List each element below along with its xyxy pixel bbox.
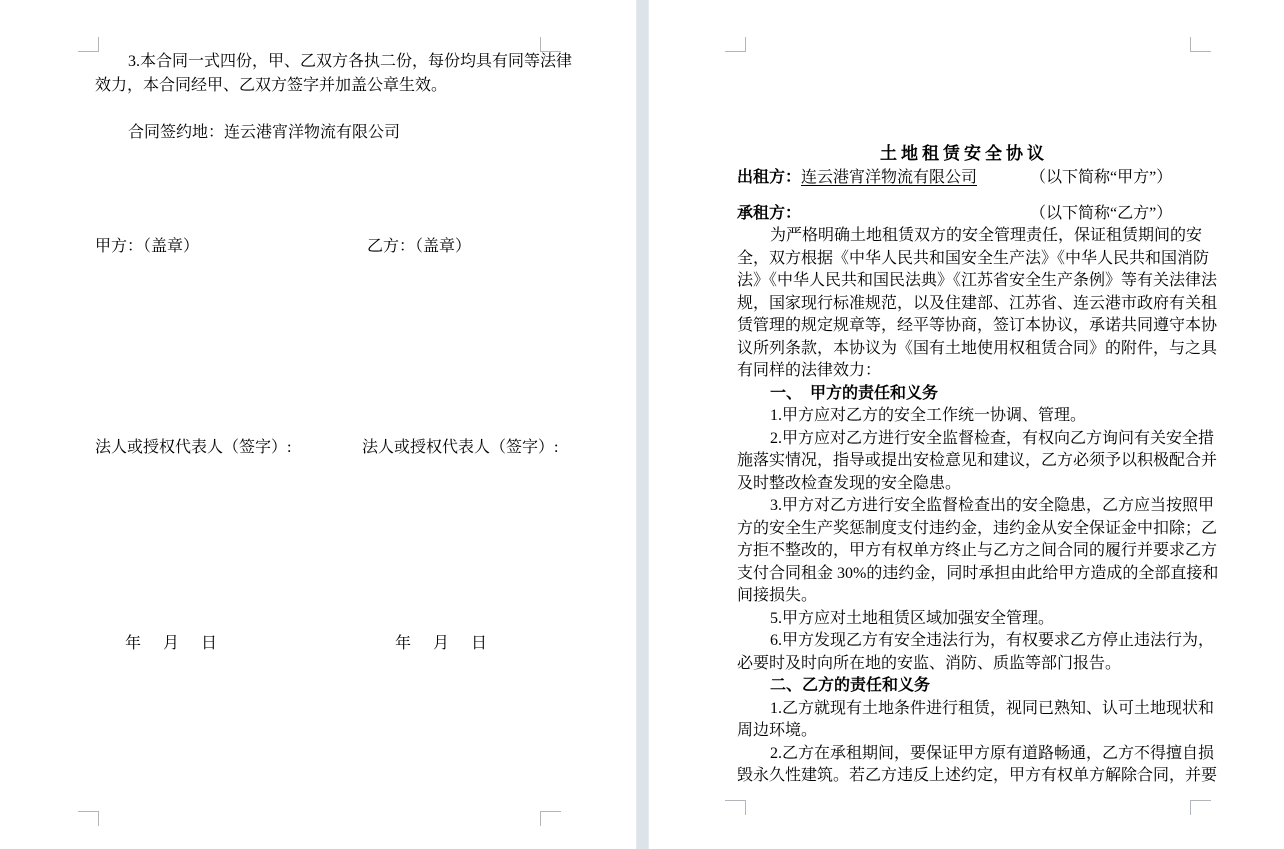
text-line: 合同签约地：连云港宵洋物流有限公司 [128, 123, 401, 141]
party-b-seal-label: 乙方：（盖章） [367, 238, 472, 255]
agreement-body [737, 225, 1219, 788]
text-line: 一、 甲方的责任和义务 [770, 384, 939, 402]
lessor-alias-note: （以下简称“甲方”） [1030, 169, 1173, 186]
lessor-line [737, 167, 1277, 189]
page-1[interactable] [0, 0, 636, 849]
text-line [95, 97, 565, 121]
text-line: 5.甲方应对土地租赁区域加强安全管理。 [770, 609, 1055, 627]
text-line: 赁管理的规定规章等，经平等协商，签订本协议，承诺共同遵守本协 [737, 317, 1218, 334]
agreement-title: 土地租赁安全协议 [880, 144, 1048, 163]
crop-mark-bottom-left [78, 811, 99, 826]
text-line: 效力，本合同经甲、乙双方签字并加盖公章生效。 [95, 76, 448, 94]
closing-clause-paragraph [95, 50, 573, 144]
page-gap-divider [636, 0, 649, 849]
text-line: 6.甲方发现乙方有安全违法行为，有权要求乙方停止违法行为， [770, 632, 1215, 649]
text-line: 周边环境。 [737, 722, 818, 739]
crop-mark-bottom-right [1190, 800, 1211, 815]
text-line: 二、乙方的责任和义务 [770, 677, 931, 694]
text-line: 1.乙方就现有土地条件进行租赁，视同已熟知、认可土地现状和 [770, 699, 1215, 717]
party-a-date-line: 年 月 日 [125, 635, 221, 652]
text-line: 3.本合同一式四份，甲、乙双方各执二份，每份均具有同等法律 [128, 53, 573, 70]
text-line: 1.甲方应对乙方的安全工作统一协调、管理。 [770, 407, 1087, 424]
text-line: 施落实情况，指导或提出安检意见和建议，乙方必须予以积极配合并 [737, 452, 1218, 469]
lessor-name: 连云港宵洋物流有限公司 [801, 169, 978, 186]
lessor-label: 出租方： [737, 169, 802, 186]
party-b-date-line: 年 月 日 [395, 635, 491, 652]
text-line: 2.甲方应对乙方进行安全监督检查，有权向乙方询问有关安全措 [770, 429, 1215, 447]
text-line: 毁永久性建筑。若乙方违反上述约定，甲方有权单方解除合同，并要 [737, 767, 1218, 784]
crop-mark-top-right [1190, 37, 1211, 52]
text-line: 法》《中华人民共和国民法典》《江苏省安全生产条例》等有关法律法 [737, 272, 1218, 289]
text-line: 有同样的法律效力： [737, 362, 882, 379]
party-a-signature-label: 法人或授权代表人（签字）: [95, 439, 292, 456]
text-line: 及时整改检查发现的安全隐患。 [737, 474, 962, 492]
lessee-label: 承租方： [737, 205, 802, 222]
text-line: 全，双方根据《中华人民共和国安全生产法》《中华人民共和国消防 [737, 249, 1210, 267]
text-line: 支付合同租金 30%的违约金，同时承担由此给甲方造成的全部直接和 [737, 564, 1219, 582]
text-line: 方拒不整改的，甲方有权单方终止与乙方之间合同的履行并要求乙方 [737, 542, 1218, 559]
party-a-seal-label: 甲方：（盖章） [95, 238, 200, 255]
crop-mark-top-left [725, 37, 746, 52]
text-line: 3.甲方对乙方进行安全监督检查出的安全隐患，乙方应当按照甲 [770, 497, 1215, 514]
crop-mark-bottom-left [725, 800, 746, 815]
lessee-line [737, 203, 1277, 225]
text-line: 方的安全生产奖惩制度支付违约金，违约金从安全保证金中扣除；乙 [737, 519, 1218, 537]
text-line: 2.乙方在承租期间，要保证甲方原有道路畅通，乙方不得擅自损 [770, 744, 1215, 762]
text-line: 必要时及时向所在地的安监、消防、质监等部门报告。 [737, 654, 1122, 672]
text-line: 规，国家现行标准规范，以及住建部、江苏省、连云港市政府有关租 [737, 294, 1218, 312]
text-line: 议所列条款，本协议为《国有土地使用权租赁合同》的附件，与之具 [737, 339, 1218, 357]
text-line: 间接损失。 [737, 587, 818, 604]
party-b-signature-label: 法人或授权代表人（签字）: [362, 439, 559, 456]
page-2[interactable] [649, 0, 1284, 849]
text-line: 为严格明确土地租赁双方的安全管理责任，保证租赁期间的安 [770, 227, 1203, 244]
lessee-alias-note: （以下简称“乙方”） [1030, 205, 1173, 222]
crop-mark-bottom-right [540, 811, 561, 826]
